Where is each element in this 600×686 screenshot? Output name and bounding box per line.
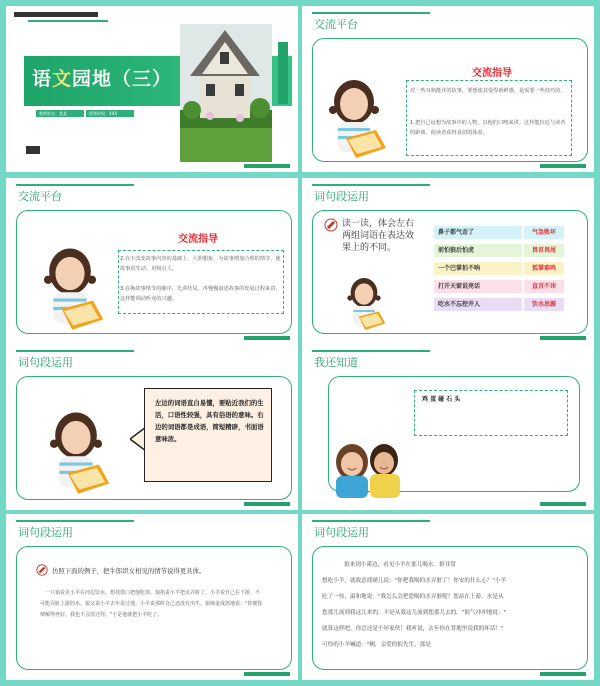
decor-bottom-bar: [244, 502, 290, 506]
idiom-row: [434, 244, 566, 257]
decor-bottom-bar: [244, 336, 290, 340]
idiom-right: 饮水思源: [524, 298, 564, 311]
slide-1-title[interactable]: [6, 6, 298, 172]
idiom-left: 前怕狼后怕虎: [434, 244, 522, 257]
idiom-right: 孤掌难鸣: [524, 262, 564, 275]
decor-bottom-bar: [540, 672, 586, 676]
decor-dark-bar: [14, 12, 98, 17]
guide-heading: 交流指导: [472, 68, 512, 79]
idiom-row: [434, 280, 566, 293]
idiom-left: 一个巴掌拍不响: [434, 262, 522, 275]
guide-heading: 交流指导: [178, 234, 218, 245]
guide-text-2: 3.在换故事情节的顺序，先讲结局，再慢慢叙述故事的发展过程来讲，这样能调动听众的兴趣。: [120, 286, 281, 302]
story-line: 可怜的小羊喊道："啊，亲爱的狼先生，那是: [322, 642, 431, 648]
decor-top-line: [312, 350, 430, 352]
read-prompt: 读一读，体会左右两组词语在表达效果上的不同。: [342, 219, 415, 253]
guide-text-1: 2.在不改变故事内容的基础上，大胆想象，为故事增加合理的情节，使故事更生动、更吸引人。: [120, 256, 281, 272]
read-icon: [36, 564, 48, 576]
decor-green-line: [28, 20, 108, 22]
course-title: 语文园地（三）: [32, 68, 173, 90]
cottage-photo: [180, 24, 272, 162]
idiom-left: 鼻子都气歪了: [434, 226, 522, 239]
section-title: 词句段运用: [314, 526, 369, 539]
idiom-row: [434, 226, 566, 239]
guide-text-2: 1.把自己设想为故事中的人物，以他的口吻来讲。这样能拉近与读者的距离，使读者获得真切的体验。: [410, 120, 566, 136]
decor-top-line: [16, 520, 134, 522]
decor-bottom-bar: [244, 672, 290, 676]
decor-corner-bar: [278, 42, 288, 104]
decor-top-line: [312, 12, 430, 14]
story-line: 就算这样吧，你总还是个坏家伙！我听说，去年你在背地里说我的坏话！": [322, 626, 504, 632]
decor-bottom-bar: [540, 502, 586, 506]
girl-reading-image: [34, 400, 118, 500]
story-line: 吃了一惊，温和地说："我怎么会把您喝的水弄脏呢？您站在上游，水是从: [322, 594, 504, 600]
idiom-right: 直言不讳: [524, 280, 564, 293]
story-line: 狼来到小溪边，看见小羊在那儿喝水。狼非常: [344, 562, 456, 568]
slide-5-word-usage[interactable]: [6, 344, 298, 510]
example-passage: 一只狼看见小羊在河边饮水，想找借口把他吃掉。狼指责小羊把水弄脏了。小羊说自己在下游，不可能弄脏上游的水。狼又说小羊去年说过他。小羊说那时自己还没有出生。狼恼羞成怒地说："你便你辩解得再好，我也不会放过你。"于是他就把小羊吃了。: [40, 590, 263, 618]
bubble-text: 左边的词语直白易懂，要贴近我们的生活，口语性较强，具有俗语的意味。右边的词语都是成语，简短精辟，书面语意味浓。: [155, 399, 264, 443]
decor-top-line: [312, 184, 430, 186]
meta-time: 授课时间：XXX: [86, 110, 134, 117]
guide-text-1: 对一些耳熟能详的故事，要想使其变得新鲜感，是需要一些技巧的。: [410, 88, 566, 94]
children-image: [328, 436, 410, 498]
slide-6-i-know[interactable]: [302, 344, 594, 510]
speech-bubble: [144, 388, 272, 482]
idiom-left: 打开天窗说亮话: [434, 280, 522, 293]
girl-reading-image: [338, 270, 390, 334]
slide-3-exchange[interactable]: [6, 178, 298, 344]
section-title: 词句段运用: [18, 356, 73, 369]
idiom-row: [434, 262, 566, 275]
decor-bottom-bar: [540, 336, 586, 340]
girl-reading-image: [28, 236, 112, 336]
proverb-words: 鸡 蛋 碰 石 头: [422, 396, 461, 403]
section-title: 交流平台: [314, 18, 358, 31]
decor-bottom-bar: [540, 164, 586, 168]
idiom-left: 吃水不忘挖井人: [434, 298, 522, 311]
slide-8-word-usage[interactable]: [302, 514, 594, 680]
section-title: 词句段运用: [18, 526, 73, 539]
story-line: 您那儿流到我这儿来的，不是从我这儿流到您那儿去的。"狼气冲冲地说：": [322, 610, 507, 616]
idiom-right: 畏首畏尾: [524, 244, 564, 257]
decor-top-line: [16, 184, 134, 186]
section-title: 我还知道: [314, 356, 358, 369]
section-title: 交流平台: [18, 190, 62, 203]
slide-2-exchange[interactable]: [302, 6, 594, 172]
slide-4-word-usage[interactable]: [302, 178, 594, 344]
girl-reading-image: [316, 68, 392, 164]
exercise-prompt: 仿照下面的例子，把牛郎织女相见的情节说得更具体。: [52, 567, 206, 575]
decor-top-line: [312, 520, 430, 522]
slide-7-word-usage[interactable]: [6, 514, 298, 680]
decor-bottom-bar: [244, 164, 290, 168]
idiom-right: 气急败坏: [524, 226, 564, 239]
meta-teacher: 教师姓名：某某: [36, 110, 84, 117]
read-icon: [324, 218, 338, 232]
decor-top-line: [16, 350, 134, 352]
decor-dark-square: [26, 146, 40, 154]
idiom-row: [434, 298, 566, 311]
section-title: 词句段运用: [314, 190, 369, 203]
story-line: 想吃小羊，就故意找碴儿说："你把我喝的水弄脏了！你安的什么心？"小羊: [322, 578, 507, 584]
